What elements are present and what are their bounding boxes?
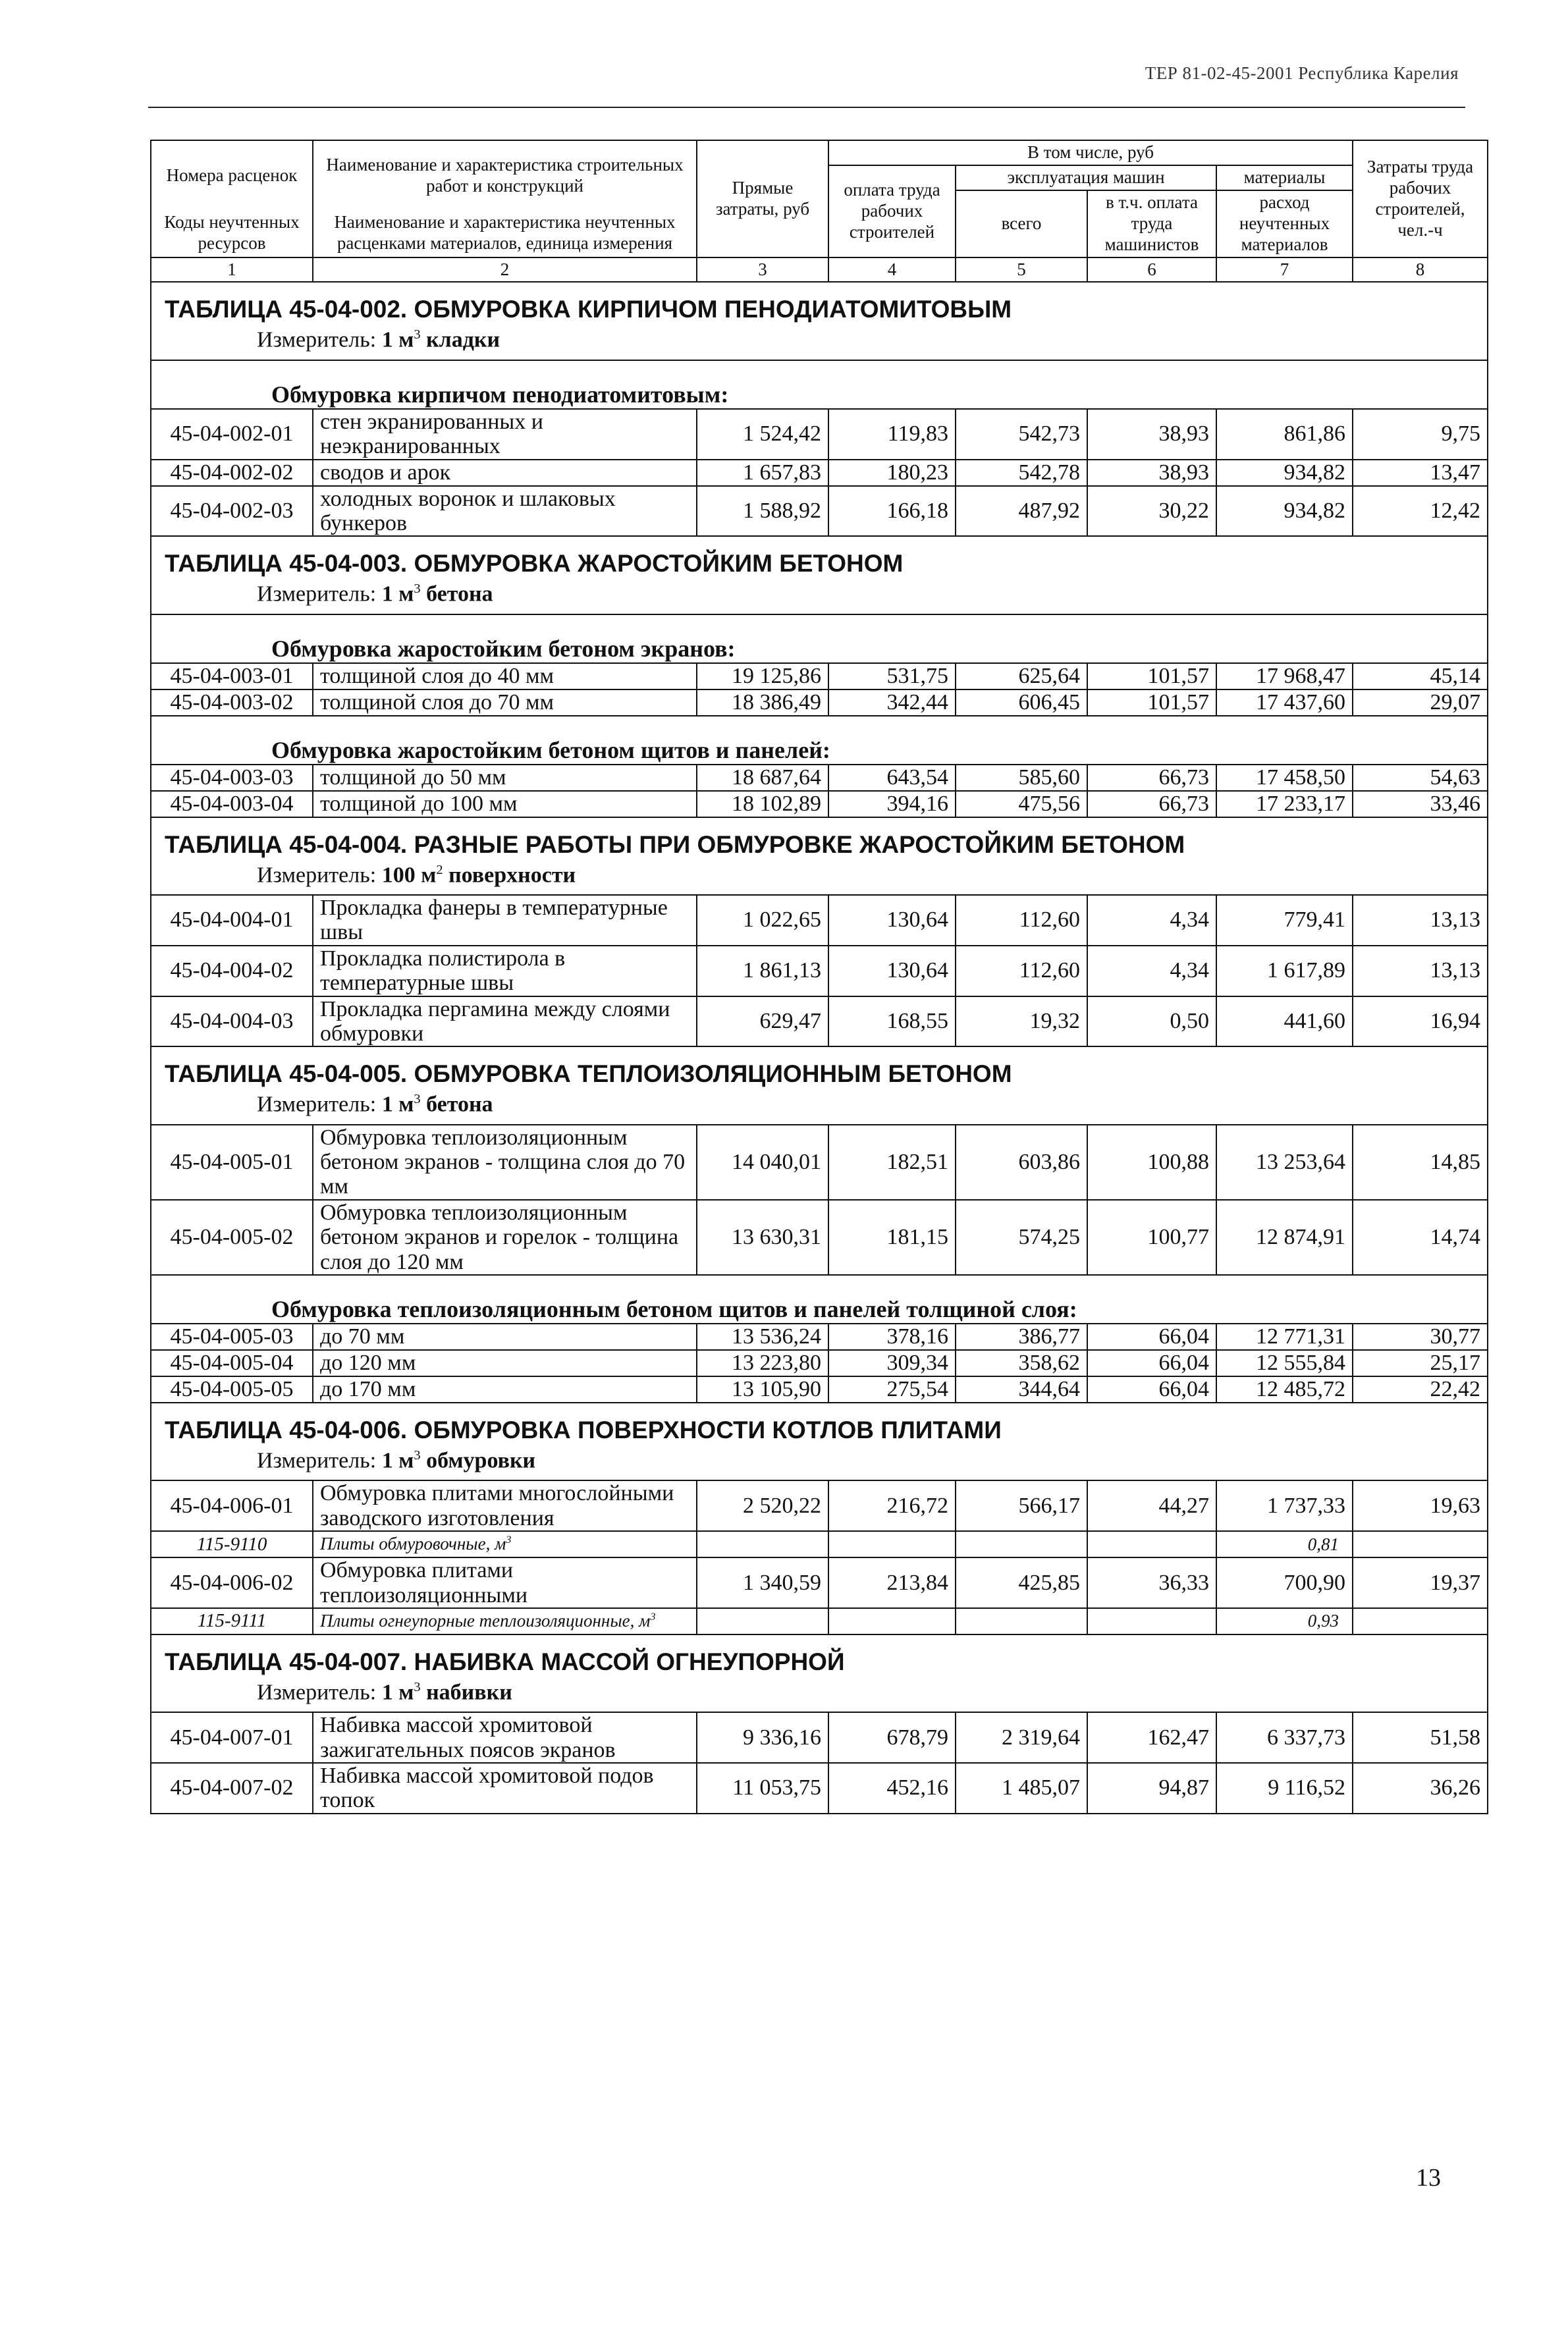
table-row [151,996,1488,1047]
value-wages: 181,15 [828,1200,956,1275]
column-number: 7 [1216,257,1353,283]
table-title: ТАБЛИЦА 45-04-007. НАБИВКА МАССОЙ ОГНЕУПОРНОЙ [151,1634,1488,1677]
page-number: 13 [1416,2164,1441,2192]
value-machine-wages: 0,50 [1087,996,1216,1047]
value-machine-wages: 4,34 [1087,895,1216,946]
value-direct: 19 125,86 [697,663,828,689]
machines-header: эксплуатация машин [956,165,1216,190]
subsection-row [151,614,1488,663]
column-number: 4 [828,257,956,283]
resource-name: Плиты огнеупорные теплоизоляционные, м [320,1611,651,1631]
value-wages: 452,16 [828,1763,956,1814]
rate-code: 45-04-004-01 [151,895,313,946]
table-row [151,791,1488,817]
value-direct: 13 223,80 [697,1350,828,1376]
labor-header: Затраты труда рабочих строителей, чел.-ч [1353,140,1488,257]
resource-code: 115-9110 [151,1531,313,1557]
value-direct: 18 386,49 [697,689,828,716]
value-machines: 19,32 [956,996,1087,1047]
value-machine-wages: 100,88 [1087,1125,1216,1200]
value-direct: 13 630,31 [697,1200,828,1275]
materials-header: материалы [1216,165,1353,190]
wages-header: оплата труда рабочих строителей [828,165,956,257]
value-machines: 112,60 [956,946,1087,996]
unit-superscript: 3 [414,1092,421,1107]
rate-code: 45-04-007-02 [151,1763,313,1814]
work-name: толщиной слоя до 70 мм [313,689,697,716]
unit-row [151,325,1488,360]
empty-cell [1353,1608,1488,1634]
value-wages: 180,23 [828,460,956,486]
unit-cell [151,860,1488,895]
price-table [150,140,1488,1814]
table-row [151,486,1488,537]
resource-name: Плиты обмуровочные, м [320,1534,506,1554]
header-rule [148,107,1465,108]
unit-value: 100 м [381,862,437,887]
resource-quantity: 0,93 [1216,1608,1353,1634]
table-title: ТАБЛИЦА 45-04-002. ОБМУРОВКА КИРПИЧОМ ПЕНОДИАТОМИТОВЫМ [151,282,1488,325]
table-row [151,409,1488,460]
rate-code: 45-04-006-02 [151,1557,313,1608]
empty-cell [697,1608,828,1634]
value-wages: 213,84 [828,1557,956,1608]
unit-row [151,1089,1488,1124]
value-materials: 9 116,52 [1216,1763,1353,1814]
subsection-row [151,360,1488,409]
unit-cell [151,1445,1488,1480]
unit-value: 1 м [381,1448,414,1473]
rate-code: 45-04-005-03 [151,1324,313,1350]
value-labor: 14,85 [1353,1125,1488,1200]
empty-cell [697,1531,828,1557]
rate-code: 45-04-002-02 [151,460,313,486]
value-direct: 18 102,89 [697,791,828,817]
value-wages: 168,55 [828,996,956,1047]
value-wages: 342,44 [828,689,956,716]
unit-label: Измеритель: [257,581,377,607]
rate-code: 45-04-005-04 [151,1350,313,1376]
unit-row [151,860,1488,895]
table-row [151,1200,1488,1275]
unit-superscript: 3 [414,327,421,342]
resource-unit-superscript: 3 [650,1611,656,1623]
value-wages: 378,16 [828,1324,956,1350]
subsection-heading: Обмуровка кирпичом пенодиатомитовым: [151,360,1488,409]
value-materials: 934,82 [1216,460,1353,486]
work-name: Прокладка полистирола в температурные швы [313,946,697,996]
resource-row [151,1531,1488,1557]
resource-name-cell [313,1608,697,1634]
machines-total-header: всего [956,190,1087,257]
value-wages: 216,72 [828,1480,956,1531]
unit-superscript: 3 [414,1679,421,1694]
value-machine-wages: 4,34 [1087,946,1216,996]
value-machines: 112,60 [956,895,1087,946]
value-machine-wages: 44,27 [1087,1480,1216,1531]
value-machine-wages: 38,93 [1087,460,1216,486]
work-name: до 170 мм [313,1376,697,1403]
value-wages: 678,79 [828,1712,956,1763]
resource-code: 115-9111 [151,1608,313,1634]
work-name: до 70 мм [313,1324,697,1350]
unit-suffix: кладки [420,327,500,352]
unit-cell [151,325,1488,360]
unit-row [151,579,1488,614]
value-materials: 861,86 [1216,409,1353,460]
rate-code: 45-04-002-01 [151,409,313,460]
value-materials: 700,90 [1216,1557,1353,1608]
rate-code: 45-04-005-01 [151,1125,313,1200]
value-direct: 1 022,65 [697,895,828,946]
value-labor: 51,58 [1353,1712,1488,1763]
rate-code: 45-04-004-03 [151,996,313,1047]
value-machine-wages: 38,93 [1087,409,1216,460]
unit-cell [151,579,1488,614]
empty-cell [828,1608,956,1634]
value-materials: 779,41 [1216,895,1353,946]
unit-suffix: поверхности [443,862,576,887]
work-name: толщиной до 100 мм [313,791,697,817]
col2-bottom-header: Наименование и характеристика неучтенных расценками материалов, единица измерения [313,210,697,257]
value-materials: 1 737,33 [1216,1480,1353,1531]
work-name: Обмуровка плитами теплоизоляционными [313,1557,697,1608]
value-materials: 6 337,73 [1216,1712,1353,1763]
value-wages: 309,34 [828,1350,956,1376]
col1-top-header: Номера расценок [151,140,313,210]
value-machines: 2 319,64 [956,1712,1087,1763]
value-materials: 12 874,91 [1216,1200,1353,1275]
document-header: ТЕР 81-02-45-2001 Республика Карелия [1145,63,1459,83]
value-machine-wages: 101,57 [1087,689,1216,716]
in-that-header: В том числе, руб [828,140,1353,165]
unit-cell [151,1677,1488,1712]
value-direct: 2 520,22 [697,1480,828,1531]
value-direct: 1 340,59 [697,1557,828,1608]
value-wages: 182,51 [828,1125,956,1200]
machines-wages-header: в т.ч. оплата труда машинистов [1087,190,1216,257]
value-machines: 542,73 [956,409,1087,460]
work-name: Обмуровка теплоизоляционным бетоном экранов и горелок - толщина слоя до 120 мм [313,1200,697,1275]
value-labor: 9,75 [1353,409,1488,460]
unit-suffix: набивки [420,1680,512,1705]
value-wages: 130,64 [828,946,956,996]
value-materials: 17 968,47 [1216,663,1353,689]
table-row [151,895,1488,946]
value-labor: 14,74 [1353,1200,1488,1275]
col3-header: Прямые затраты, руб [697,140,828,257]
rate-code: 45-04-002-03 [151,486,313,537]
table-row [151,1350,1488,1376]
value-machines: 425,85 [956,1557,1087,1608]
value-materials: 12 485,72 [1216,1376,1353,1403]
value-wages: 394,16 [828,791,956,817]
value-labor: 25,17 [1353,1350,1488,1376]
subsection-heading: Обмуровка жаростойким бетоном щитов и панелей: [151,716,1488,765]
table-row [151,1763,1488,1814]
table-row [151,1125,1488,1200]
value-machines: 358,62 [956,1350,1087,1376]
value-direct: 11 053,75 [697,1763,828,1814]
rate-code: 45-04-005-02 [151,1200,313,1275]
value-labor: 33,46 [1353,791,1488,817]
unit-superscript: 3 [414,1448,421,1463]
value-materials: 12 771,31 [1216,1324,1353,1350]
table-title-row [151,817,1488,860]
work-name: Набивка массой хромитовой подов топок [313,1763,697,1814]
value-machine-wages: 66,04 [1087,1324,1216,1350]
table-title-row [151,282,1488,325]
work-name: Прокладка фанеры в температурные швы [313,895,697,946]
resource-row [151,1608,1488,1634]
column-number: 3 [697,257,828,283]
table-title: ТАБЛИЦА 45-04-005. ОБМУРОВКА ТЕПЛОИЗОЛЯЦИОННЫМ БЕТОНОМ [151,1046,1488,1089]
rate-code: 45-04-003-02 [151,689,313,716]
work-name: стен экранированных и неэкранированных [313,409,697,460]
value-direct: 18 687,64 [697,765,828,791]
value-wages: 531,75 [828,663,956,689]
value-machines: 574,25 [956,1200,1087,1275]
table-row [151,1480,1488,1531]
value-labor: 16,94 [1353,996,1488,1047]
value-materials: 17 437,60 [1216,689,1353,716]
table-title-row [151,1046,1488,1089]
unit-suffix: бетона [420,581,493,607]
value-labor: 19,63 [1353,1480,1488,1531]
unit-label: Измеритель: [257,862,377,887]
value-labor: 13,47 [1353,460,1488,486]
unit-label: Измеритель: [257,1680,377,1705]
table-row [151,946,1488,996]
value-wages: 166,18 [828,486,956,537]
rate-code: 45-04-007-01 [151,1712,313,1763]
value-wages: 130,64 [828,895,956,946]
resource-unit-superscript: 3 [506,1534,512,1546]
value-machine-wages: 100,77 [1087,1200,1216,1275]
table-row [151,1712,1488,1763]
table-row [151,1376,1488,1403]
empty-cell [1087,1531,1216,1557]
value-machine-wages: 66,73 [1087,791,1216,817]
work-name: толщиной слоя до 40 мм [313,663,697,689]
unit-value: 1 м [381,1680,414,1705]
unit-superscript: 3 [414,581,421,597]
table-title-row [151,1634,1488,1677]
unit-value: 1 м [381,1092,414,1117]
work-name: до 120 мм [313,1350,697,1376]
value-materials: 17 458,50 [1216,765,1353,791]
table-row [151,1324,1488,1350]
value-labor: 12,42 [1353,486,1488,537]
value-labor: 22,42 [1353,1376,1488,1403]
table-body [151,282,1488,1813]
subsection-row [151,716,1488,765]
value-machines: 542,78 [956,460,1087,486]
value-machine-wages: 66,04 [1087,1350,1216,1376]
rate-code: 45-04-004-02 [151,946,313,996]
table-title-row [151,536,1488,579]
work-name: Набивка массой хромитовой зажигательных поясов экранов [313,1712,697,1763]
unit-label: Измеритель: [257,1092,377,1117]
resource-name-cell [313,1531,697,1557]
value-direct: 1 524,42 [697,409,828,460]
value-direct: 1 588,92 [697,486,828,537]
unit-row [151,1677,1488,1712]
materials-unaccounted-header: расход неучтенных материалов [1216,190,1353,257]
table-title: ТАБЛИЦА 45-04-003. ОБМУРОВКА ЖАРОСТОЙКИМ БЕТОНОМ [151,536,1488,579]
empty-cell [1087,1608,1216,1634]
unit-cell [151,1089,1488,1124]
value-materials: 13 253,64 [1216,1125,1353,1200]
table-row [151,1557,1488,1608]
value-labor: 30,77 [1353,1324,1488,1350]
table-row [151,663,1488,689]
value-machine-wages: 36,33 [1087,1557,1216,1608]
work-name: сводов и арок [313,460,697,486]
value-labor: 45,14 [1353,663,1488,689]
unit-label: Измеритель: [257,1448,377,1473]
column-number: 2 [313,257,697,283]
unit-label: Измеритель: [257,327,377,352]
subsection-heading: Обмуровка жаростойким бетоном экранов: [151,614,1488,663]
column-number: 8 [1353,257,1488,283]
unit-suffix: бетона [420,1092,493,1117]
unit-superscript: 2 [436,862,443,877]
value-direct: 629,47 [697,996,828,1047]
value-machines: 475,56 [956,791,1087,817]
value-machines: 487,92 [956,486,1087,537]
value-wages: 275,54 [828,1376,956,1403]
rate-code: 45-04-003-01 [151,663,313,689]
column-number: 5 [956,257,1087,283]
value-labor: 29,07 [1353,689,1488,716]
value-labor: 13,13 [1353,895,1488,946]
empty-cell [828,1531,956,1557]
column-number: 6 [1087,257,1216,283]
value-direct: 14 040,01 [697,1125,828,1200]
value-machines: 585,60 [956,765,1087,791]
value-machines: 566,17 [956,1480,1087,1531]
column-number: 1 [151,257,313,283]
value-materials: 17 233,17 [1216,791,1353,817]
unit-value: 1 м [381,327,414,352]
work-name: Прокладка пергамина между слоями обмуровки [313,996,697,1047]
value-direct: 13 105,90 [697,1376,828,1403]
subsection-heading: Обмуровка теплоизоляционным бетоном щитов и панелей толщиной слоя: [151,1275,1488,1324]
empty-cell [956,1608,1087,1634]
table-title: ТАБЛИЦА 45-04-006. ОБМУРОВКА ПОВЕРХНОСТИ КОТЛОВ ПЛИТАМИ [151,1403,1488,1445]
unit-suffix: обмуровки [420,1448,536,1473]
table-header [151,140,1488,282]
value-labor: 36,26 [1353,1763,1488,1814]
work-name: Обмуровка теплоизоляционным бетоном экранов - толщина слоя до 70 мм [313,1125,697,1200]
table-title: ТАБЛИЦА 45-04-004. РАЗНЫЕ РАБОТЫ ПРИ ОБМУРОВКЕ ЖАРОСТОЙКИМ БЕТОНОМ [151,817,1488,860]
empty-cell [1353,1531,1488,1557]
table-title-row [151,1403,1488,1445]
rate-code: 45-04-003-03 [151,765,313,791]
value-direct: 1 657,83 [697,460,828,486]
value-materials: 1 617,89 [1216,946,1353,996]
value-labor: 54,63 [1353,765,1488,791]
table-row [151,460,1488,486]
value-machines: 1 485,07 [956,1763,1087,1814]
resource-quantity: 0,81 [1216,1531,1353,1557]
work-name: Обмуровка плитами многослойными заводского изготовления [313,1480,697,1531]
table-row [151,689,1488,716]
unit-value: 1 м [381,581,414,607]
col2-top-header: Наименование и характеристика строительных работ и конструкций [313,140,697,210]
subsection-row [151,1275,1488,1324]
value-machines: 344,64 [956,1376,1087,1403]
rate-code: 45-04-003-04 [151,791,313,817]
value-machines: 606,45 [956,689,1087,716]
value-machines: 386,77 [956,1324,1087,1350]
value-direct: 9 336,16 [697,1712,828,1763]
value-machine-wages: 66,04 [1087,1376,1216,1403]
value-machines: 625,64 [956,663,1087,689]
value-materials: 934,82 [1216,486,1353,537]
rate-code: 45-04-006-01 [151,1480,313,1531]
value-machines: 603,86 [956,1125,1087,1200]
value-machine-wages: 162,47 [1087,1712,1216,1763]
rate-code: 45-04-005-05 [151,1376,313,1403]
unit-row [151,1445,1488,1480]
value-direct: 1 861,13 [697,946,828,996]
col1-bottom-header: Коды неучтенных ресурсов [151,210,313,257]
value-labor: 13,13 [1353,946,1488,996]
value-machine-wages: 30,22 [1087,486,1216,537]
value-materials: 441,60 [1216,996,1353,1047]
value-machine-wages: 94,87 [1087,1763,1216,1814]
value-wages: 119,83 [828,409,956,460]
value-materials: 12 555,84 [1216,1350,1353,1376]
value-direct: 13 536,24 [697,1324,828,1350]
value-machine-wages: 101,57 [1087,663,1216,689]
empty-cell [956,1531,1087,1557]
value-wages: 643,54 [828,765,956,791]
work-name: холодных воронок и шлаковых бункеров [313,486,697,537]
value-labor: 19,37 [1353,1557,1488,1608]
work-name: толщиной до 50 мм [313,765,697,791]
table-row [151,765,1488,791]
value-machine-wages: 66,73 [1087,765,1216,791]
